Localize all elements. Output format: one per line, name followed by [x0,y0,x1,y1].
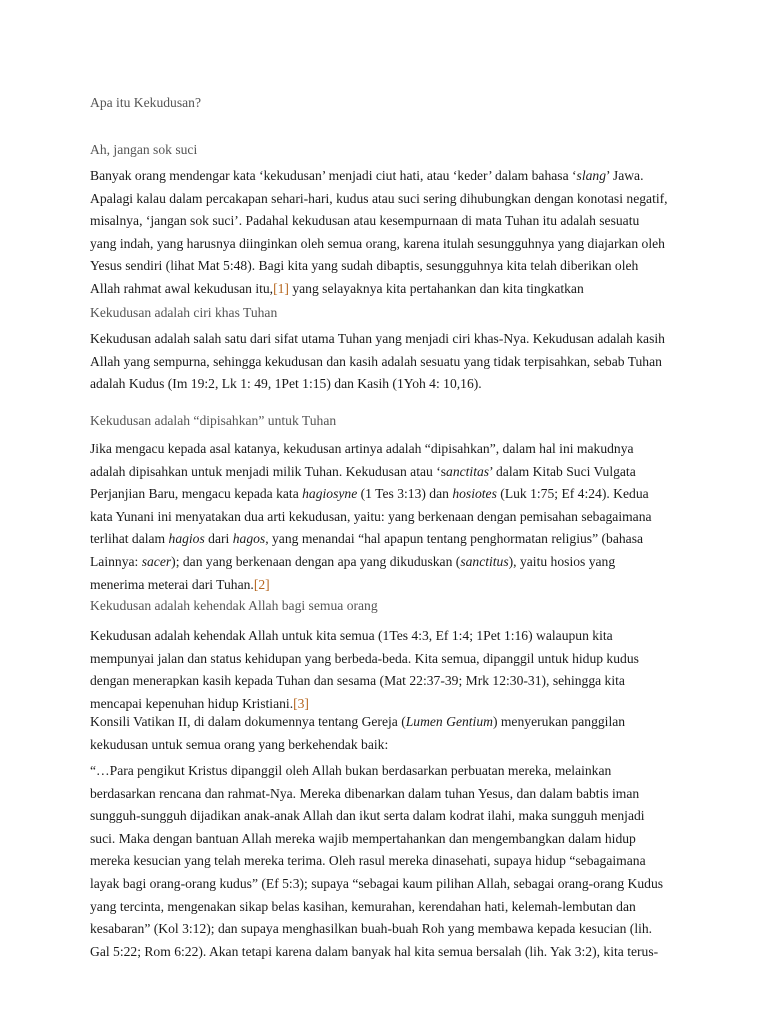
paragraph-line: mempunyai jalan dan status kehidupan yang berbeda-beda. Kita semua, dipanggil untuk hidup kudus [90,650,639,666]
paragraph-line: Allah yang sempurna, sehingga kekudusan dan kasih adalah sesuatu yang tidak terpisahkan, sebab Tuhan [90,353,662,369]
paragraph-line: Allah rahmat awal kekudusan itu,[1] yang selayaknya kita pertahankan dan kita tingkatkan [90,280,584,296]
paragraph-line: Jika mengacu kepada asal katanya, kekudusan artinya adalah “dipisahkan”, dalam hal ini makudnya [90,441,634,456]
paragraph-line: kekudusan untuk semua orang yang berkehendak baik: [90,736,389,752]
paragraph-line: Apalagi kalau dalam percakapan sehari-hari, kudus atau suci sering dihubungkan dengan konotasi negatif, [90,190,668,206]
paragraph-line: layak bagi orang-orang kudus” (Ef 5:3); supaya “sebagai kaum pilihan Allah, sebagai orang-orang Kudus [90,875,664,891]
footnote-link-3[interactable]: [3] [293,695,309,711]
paragraph-line: mereka kesucian yang telah mereka terima. Oleh rasul mereka dinasehati, supaya hidup “sebagaimana [90,853,646,869]
paragraph-line: berdasarkan rencana dan rahmat-Nya. Mereka dibenarkan dalam tuhan Yesus, dan dalam babtis iman [90,785,640,801]
paragraph-ciri-khas [90,328,690,396]
paragraph-line: Gal 5:22; Rom 6:22). Akan tetapi karena dalam banyak hal kita semua bersalah (lih. Yak 3:2), kita terus- [90,943,659,959]
paragraph-line: kesabaran” (Kol 3:12); dan supaya menghasilkan buah-buah Roh yang membawa kepada kesucian (lih. [90,921,653,937]
document-title: Apa itu Kekudusan? [90,95,201,110]
heading-kehendak-allah: Kekudusan adalah kehendak Allah bagi semua orang [90,598,378,613]
paragraph-line: menerima meterai dari Tuhan.[2] [90,576,270,592]
paragraph-quote [90,760,690,963]
paragraph-line: sungguh-sungguh dijadikan anak-anak Allah dan ikut serta dalam kodrat ilahi, maka sungguh menjadi [90,808,645,824]
paragraph-line: adalah dipisahkan untuk menjadi milik Tuhan. Kekudusan atau ‘sanctitas’ dalam Kitab Suci Vulgata [90,463,636,479]
paragraph-intro [90,165,690,301]
paragraph-line: Banyak orang mendengar kata ‘kekudusan’ menjadi ciut hati, atau ‘keder’ dalam bahasa ‘slang’ Jawa. [90,168,644,183]
paragraph-line: Lainnya: sacer); dan yang berkenaan dengan apa yang dikuduskan (sanctitus), yaitu hosios yang [90,553,616,569]
paragraph-line: kata Yunani ini menyatakan dua arti kekudusan, yaitu: yang berkenaan dengan pemisahan sebagaimana [90,508,652,524]
paragraph-dipisahkan [90,438,690,596]
paragraph-line: Perjanjian Baru, mengacu kepada kata hagiosyne (1 Tes 3:13) dan hosiotes (Luk 1:75; Ef 4:24). Kedua [90,486,649,502]
paragraph-konsili [90,711,690,756]
paragraph-line: yang indah, yang harusnya diinginkan oleh semua orang, karena itulah sesungguhnya yang diajarkan oleh [90,235,665,251]
paragraph-line: Kekudusan adalah salah satu dari sifat utama Tuhan yang menjadi ciri khas-Nya. Kekudusan adalah kasih [90,331,665,346]
paragraph-line: “…Para pengikut Kristus dipanggil oleh Allah bukan berdasarkan perbuatan mereka, melainkan [90,763,612,778]
heading-ciri-khas: Kekudusan adalah ciri khas Tuhan [90,305,278,320]
paragraph-line: Kekudusan adalah kehendak Allah untuk kita semua (1Tes 4:3, Ef 1:4; 1Pet 1:16) walaupun kita [90,628,613,643]
paragraph-line: Konsili Vatikan II, di dalam dokumennya tentang Gereja (Lumen Gentium) menyerukan panggilan [90,714,626,729]
footnote-link-1[interactable]: [1] [273,280,289,296]
paragraph-line: suci. Maka dengan bantuan Allah mereka wajib mempertahankan dan mengembangkan dalam hidup [90,830,636,846]
paragraph-line: mencapai kepenuhan hidup Kristiani.[3] [90,695,309,711]
heading-dipisahkan: Kekudusan adalah “dipisahkan” untuk Tuhan [90,413,337,428]
paragraph-line: adalah Kudus (Im 19:2, Lk 1: 49, 1Pet 1:15) dan Kasih (1Yoh 4: 10,16). [90,376,482,392]
paragraph-line: misalnya, ‘jangan sok suci’. Padahal kekudusan atau kesempurnaan di mata Tuhan itu adalah sesuatu [90,213,640,229]
paragraph-line: terlihat dalam hagios dari hagos, yang menandai “hal apapun tentang penghormatan religius” (bahasa [90,531,644,547]
paragraph-line: yang tercinta, mengenakan sikap belas kasihan, kemurahan, kerendahan hati, kelemah-lembutan dan [90,898,636,914]
paragraph-line: Yesus sendiri (lihat Mat 5:48). Bagi kita yang sudah dibaptis, sesungguhnya kita telah diberikan oleh [90,258,639,274]
paragraph-line: dengan menerapkan kasih kepada Tuhan dan sesama (Mat 22:37-39; Mrk 12:30-31), sehingga kita [90,673,625,689]
footnote-link-2[interactable]: [2] [253,576,270,592]
paragraph-kehendak-allah [90,625,690,715]
heading-jangan-sok-suci: Ah, jangan sok suci [90,142,198,157]
